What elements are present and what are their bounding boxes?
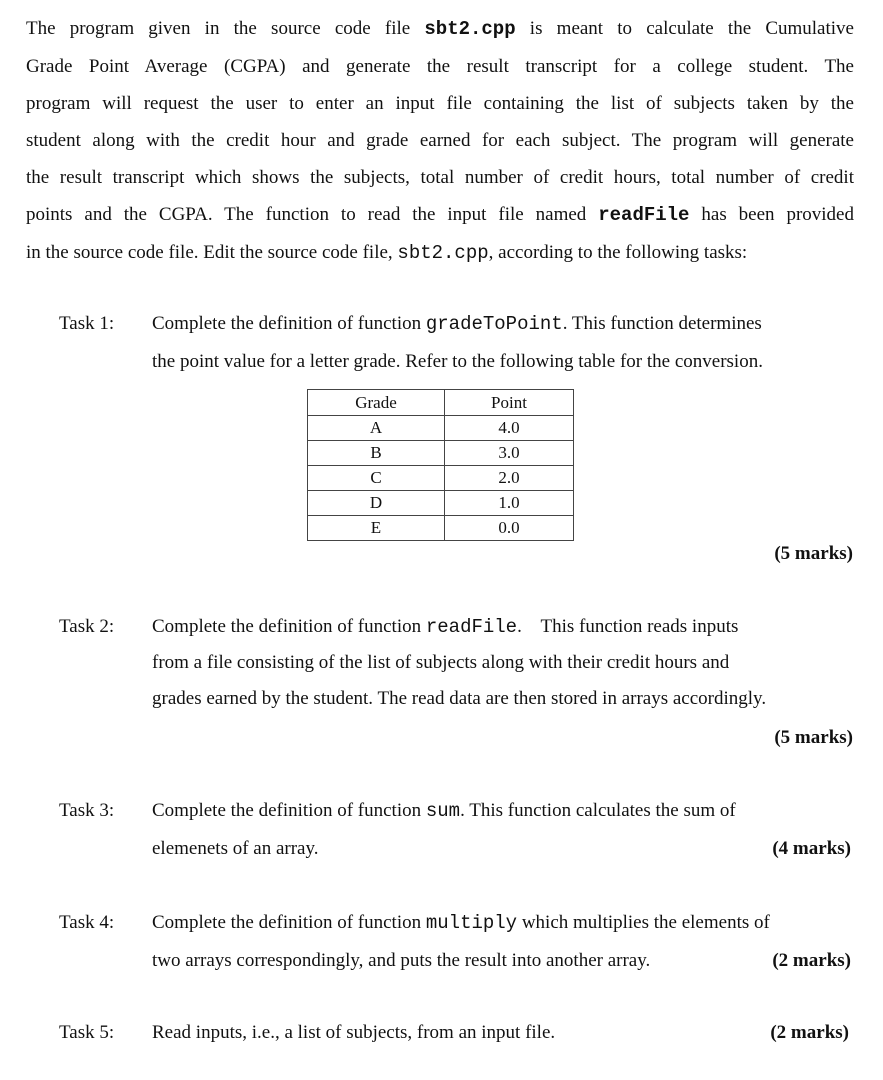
grade-cell: C: [308, 466, 445, 491]
task-2-label: Task 2:: [59, 616, 115, 637]
grade-point-table: [307, 389, 574, 541]
task-3-label: Task 3:: [59, 800, 115, 821]
column-header-grade: Grade: [308, 390, 445, 416]
task-2-line-1: Complete the definition of function readFile. This function reads inputs: [152, 616, 739, 638]
intro-line-3: program will request the user to enter an input file containing the list of subjects taken by the: [26, 93, 854, 114]
table-row: [308, 466, 574, 491]
grade-cell: D: [308, 491, 445, 516]
task-5-marks: (2 marks): [770, 1022, 849, 1043]
point-cell: 0.0: [445, 516, 574, 541]
code-sum: sum: [425, 800, 461, 822]
intro-line-5: the result transcript which shows the subjects, total number of credit hours, total number of credit: [26, 167, 854, 188]
point-cell: 3.0: [445, 441, 574, 466]
table-row: [308, 441, 574, 466]
code-multiply: multiply: [425, 912, 518, 934]
intro-line-6: points and the CGPA. The function to read the input file named readFile has been provided: [26, 204, 854, 226]
code-filename: sbt2.cpp: [424, 18, 516, 40]
task-2-marks: (5 marks): [774, 727, 853, 748]
intro-line-2: Grade Point Average (CGPA) and generate the result transcript for a college student. The: [26, 56, 854, 77]
task-1-line-2: the point value for a letter grade. Refer to the following table for the conversion.: [152, 351, 763, 372]
intro-paragraph: [26, 10, 854, 272]
task-4-line-2: two arrays correspondingly, and puts the result into another array.: [152, 950, 651, 971]
point-cell: 2.0: [445, 466, 574, 491]
task-4-marks: (2 marks): [772, 950, 851, 971]
task-4-label: Task 4:: [59, 912, 115, 933]
code-gradetopoint: gradeToPoint: [425, 313, 563, 335]
code-readfile-task: readFile: [425, 616, 518, 638]
intro-line-1: The program given in the source code file sbt2.cpp is meant to calculate the Cumulative: [26, 18, 854, 40]
task-1-line-1: Complete the definition of function gradeToPoint. This function determines: [152, 313, 762, 335]
task-2-line-3: grades earned by the student. The read data are then stored in arrays accordingly.: [152, 688, 767, 709]
task-1-marks: (5 marks): [774, 543, 853, 564]
point-cell: 4.0: [445, 416, 574, 441]
task-3-line-1: Complete the definition of function sum. This function calculates the sum of: [152, 800, 736, 822]
task-3-marks: (4 marks): [772, 838, 851, 859]
code-readfile: readFile: [598, 204, 690, 226]
table-row: [308, 491, 574, 516]
task-1-label: Task 1:: [59, 313, 115, 334]
task-5-label: Task 5:: [59, 1022, 115, 1043]
table-row: [308, 516, 574, 541]
intro-line-4: student along with the credit hour and grade earned for each subject. The program will generate: [26, 130, 854, 151]
task-5-line-1: Read inputs, i.e., a list of subjects, from an input file.: [152, 1022, 556, 1043]
task-2-line-2: from a file consisting of the list of subjects along with their credit hours and: [152, 652, 730, 673]
code-filename-2: sbt2.cpp: [397, 242, 489, 264]
grade-cell: B: [308, 441, 445, 466]
task-3-line-2: elemenets of an array.: [152, 838, 319, 859]
column-header-point: Point: [445, 390, 574, 416]
intro-line-7: in the source code file. Edit the source code file, sbt2.cpp, according to the following tasks:: [26, 242, 748, 264]
task-4-line-1: Complete the definition of function multiply which multiplies the elements of: [152, 912, 770, 934]
grade-cell: E: [308, 516, 445, 541]
table-header-row: [308, 390, 574, 416]
grade-cell: A: [308, 416, 445, 441]
point-cell: 1.0: [445, 491, 574, 516]
table-row: [308, 416, 574, 441]
